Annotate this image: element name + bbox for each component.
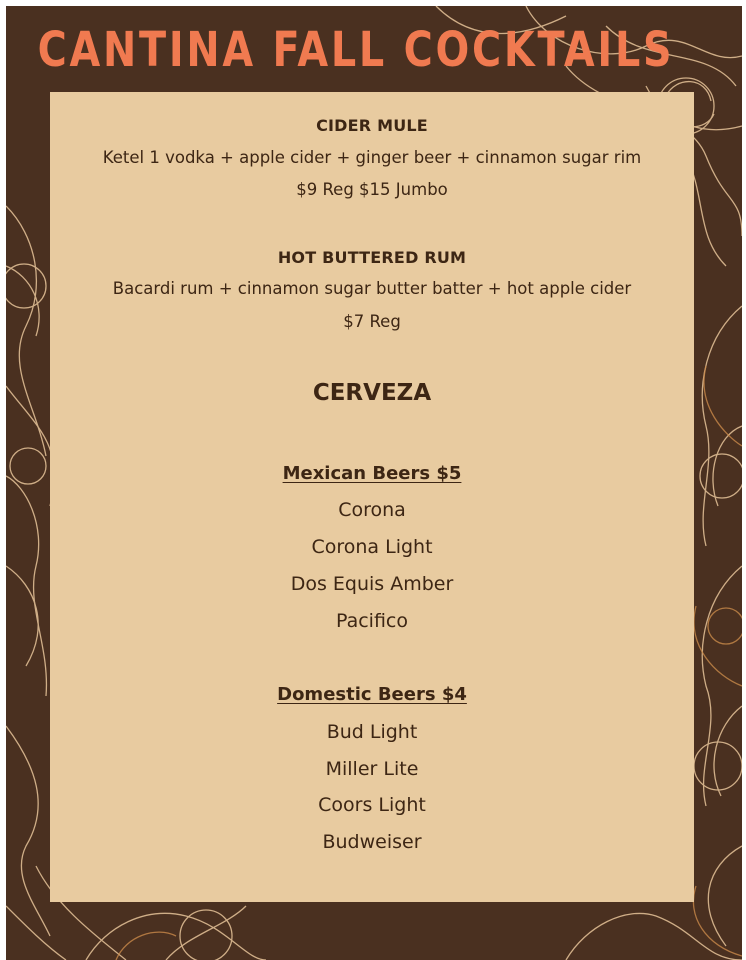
beer-item: Budweiser [322, 831, 422, 853]
beer-item: Corona [338, 499, 406, 521]
menu-page [6, 6, 742, 960]
cocktail-description: Bacardi rum + cinnamon sugar butter batter + hot apple cider [112, 279, 632, 298]
section-title: CERVEZA [312, 380, 432, 406]
beer-item: Corona Light [311, 536, 433, 558]
beer-item: Miller Lite [325, 758, 419, 780]
menu-title: CANTINA FALL COCKTAILS [37, 22, 675, 78]
cocktail-price: $9 Reg $15 Jumbo [296, 180, 448, 199]
beer-item: Dos Equis Amber [290, 573, 454, 595]
beer-item: Coors Light [318, 794, 426, 816]
cocktail-description: Ketel 1 vodka + apple cider + ginger beer + cinnamon sugar rim [102, 148, 642, 167]
cocktail-name: HOT BUTTERED RUM [277, 248, 467, 267]
cocktail-name: CIDER MULE [316, 116, 428, 135]
beer-group-title: Mexican Beers $5 [282, 463, 462, 484]
menu-panel [50, 92, 694, 902]
beer-item: Bud Light [326, 721, 418, 743]
cocktail-price: $7 Reg [343, 312, 401, 331]
beer-group-title: Domestic Beers $4 [277, 684, 467, 705]
beer-item: Pacifico [335, 610, 408, 632]
